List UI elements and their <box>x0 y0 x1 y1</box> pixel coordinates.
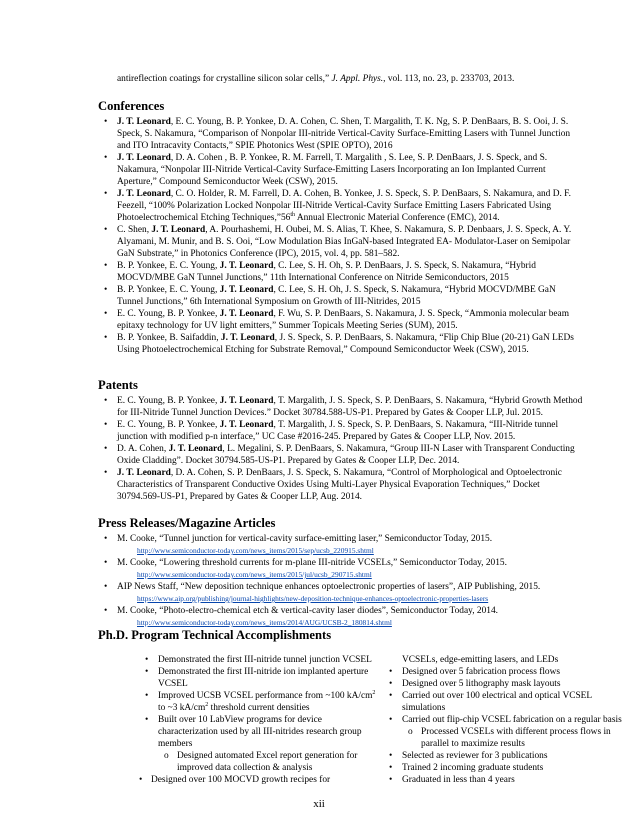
press-heading: Press Releases/Magazine Articles <box>98 516 276 530</box>
page-number: xii <box>313 798 325 810</box>
list-item: • Designed over 5 lithography mask layouts <box>389 679 561 690</box>
list-item: • M. Cooke, “Photo-electro-chemical etch & vertical-cavity laser diodes”, Semiconductor Today, 2014. http://www.semiconductor-today.com/news_items/2014/AUG/UCSB-2_180814.shtml <box>98 605 584 629</box>
list-item: • Graduated in less than 4 years <box>389 775 515 786</box>
list-item: • Designed over 100 MOCVD growth recipes for <box>139 775 331 786</box>
list-item: • M. Cooke, “Lowering threshold currents for m-plane III-nitride VCSELs,” Semiconductor Today, 2015. http://www.semiconductor-today.com/news_items/2015/jul/ucsb_290715.shtml <box>98 557 584 581</box>
list-item: • E. C. Young, B. P. Yonkee, J. T. Leonard, T. Margalith, J. S. Speck, S. P. DenBaars, S. Nakamura, “Hybrid Growth Method for III-Nitride Tunnel Junction Devices.” Docket 30784.588-US-P1. Prepared by Gates & Cooper LLP, Jul. 2015. <box>104 396 583 418</box>
list-item-continued: VCSELs, edge-emitting lasers, and LEDs <box>402 655 559 666</box>
continued-reference: antireflection coatings for crystalline silicon solar cells,” J. Appl. Phys., vol. 113, no. 23, p. 233703, 2013. <box>117 74 515 84</box>
phd-right-column <box>342 654 628 786</box>
list-item: • E. C. Young, B. P. Yonkee, J. T. Leonard, T. Margalith, J. S. Speck, S. P. DenBaars, S. Nakamura, “III-Nitride tunnel junction with modified p-n interface,” UC Case #2016-245. Prepared by Gates & Cooper LLP, Nov. 2015. <box>104 420 559 442</box>
list-item: • AIP News Staff, “New deposition technique enhances optoelectronic properties of lasers”, AIP Publishing, 2015. https://www.aip.org/publishing/journal-highlights/new-deposition-technique-enhances-optoelectronic-properties-lasers <box>98 581 584 605</box>
phd-left-column <box>98 654 383 786</box>
sub-list-item: o Processed VCSELs with different process flows in parallel to maximize results <box>408 727 611 750</box>
list-item: • M. Cooke, “Tunnel junction for vertical-cavity surface-emitting laser,” Semiconductor Today, 2015. http://www.semiconductor-today.com/news_items/2015/sep/ucsb_220915.shtml <box>98 533 584 557</box>
list-item: • J. T. Leonard, D. A. Cohen , B. P. Yonkee, R. M. Farrell, T. Margalith , S. Lee, S. P. DenBaars, J. S. Speck, and S. Nakamura, “Nonpolar III-Nitride Vertical-Cavity Surface-Emitting Lasers Incorporating an Ion Implanted Current Aperture,” Compound Semiconductor Week (CSW), 2015. <box>104 153 548 187</box>
article-link[interactable]: https://www.aip.org/publishing/journal-highlights/new-deposition-technique-enhances-optoelectronic-properties-lasers <box>137 594 489 603</box>
sub-list-item: o Designed automated Excel report generation for improved data collection & analysis <box>164 751 358 774</box>
press-list <box>98 533 584 629</box>
article-link[interactable]: http://www.semiconductor-today.com/news_items/2014/AUG/UCSB-2_180814.shtml <box>137 618 392 627</box>
list-item: • Built over 10 LabView programs for device characterization used by all III-nitrides research group members <box>145 715 362 750</box>
list-item: • Carried out flip-chip VCSEL fabrication on a regular basis <box>389 715 622 726</box>
conferences-heading: Conferences <box>98 99 165 113</box>
list-item: • D. A. Cohen, J. T. Leonard, L. Megalini, S. P. DenBaars, S. Nakamura, “Group III-N Laser with Transparent Conducting Oxide Cladding”. Docket 30794.585-US-P1. Prepared by Gates & Cooper LLP, Dec. 2014. <box>104 444 575 466</box>
list-item: • B. P. Yonkee, E. C. Young, J. T. Leonard, C. Lee, S. H. Oh, J. S. Speck, S. Nakamura, “Hybrid MOCVD/MBE GaN Tunnel Junctions,” 6th International Symposium on Growth of III-Nitrides, 2015 <box>104 285 556 307</box>
conferences-list <box>98 116 584 356</box>
list-item: • J. T. Leonard, E. C. Young, B. P. Yonkee, D. A. Cohen, C. Shen, T. Margalith, T. K. Ng, S. P. DenBaars, B. S. Ooi, J. S. Speck, S. Nakamura, “Comparison of Nonpolar III-nitride Vertical-Cavity Surface-Emitting Lasers with Tunnel Junction and ITO Intracavity Contacts,” SPIE Photonics West (SPIE OPTO), 2016 <box>104 117 571 151</box>
list-item: • B. P. Yonkee, E. C. Young, J. T. Leonard, C. Lee, S. H. Oh, S. P. DenBaars, J. S. Speck, S. Nakamura, “Hybrid MOCVD/MBE GaN Tunnel Junctions,” 11th International Conference on Nitride Semiconductors, 2015 <box>104 261 536 283</box>
article-link[interactable]: http://www.semiconductor-today.com/news_items/2015/jul/ucsb_290715.shtml <box>137 570 372 579</box>
list-item: • Carried out over 100 electrical and optical VCSEL simulations <box>389 691 592 714</box>
list-item: • C. Shen, J. T. Leonard, A. Pourhashemi, H. Oubei, M. S. Alias, T. Khee, S. Nakamura, S. P. Denbaars, J. S. Speck, A. Y. Alyamani, M. Munir, and B. S. Ooi, “Low Modulation Bias InGaN-based Integrated EA- Modulator-Laser on Semipolar GaN Substrate,” in Photonics Conference (IPC), 2015, vol. 4, pp. 581–582. <box>104 225 572 259</box>
list-item: • Demonstrated the first III-nitride ion implanted aperture VCSEL <box>145 667 369 690</box>
patents-list <box>98 395 584 503</box>
phd-heading: Ph.D. Program Technical Accomplishments <box>98 628 332 642</box>
list-item: • Selected as reviewer for 3 publications <box>389 751 548 762</box>
list-item: • B. P. Yonkee, B. Saifaddin, J. T. Leonard, J. S. Speck, S. P. DenBaars, S. Nakamura, “Flip Chip Blue (20-21) GaN LEDs Using Photoelectrochemical Etching for Substrate Removal,” Compound Semiconductor Week (CSW), 2015. <box>104 333 574 355</box>
list-item: • J. T. Leonard, D. A. Cohen, S. P. DenBaars, J. S. Speck, S. Nakamura, “Control of Morphological and Optoelectronic Characteristics of Transparent Conductive Oxides Using Multi-Layer Physical Evaporation Techniques,” Docket 30794.569-US-P1, Prepared by Gates & Cooper LLP, Aug. 2014. <box>104 468 562 502</box>
list-item: • Designed over 5 fabrication process flows <box>389 667 561 678</box>
article-link[interactable]: http://www.semiconductor-today.com/news_items/2015/sep/ucsb_220915.shtml <box>137 546 374 555</box>
list-item: • E. C. Young, B. P. Yonkee, J. T. Leonard, F. Wu, S. P. DenBaars, S. Nakamura, J. S. Speck, “Ammonia molecular beam epitaxy technology for UV light emitters,” Summer Topicals Meeting Series (SUM), 2015. <box>104 309 569 331</box>
list-item: • Trained 2 incoming graduate students <box>389 763 544 774</box>
list-item: • Improved UCSB VCSEL performance from ~100 $kA/cm^2$ to ~3 $kA/cm^2$ threshold current densities <box>145 690 376 714</box>
list-item: • J. T. Leonard, C. O. Holder, R. M. Farrell, D. A. Cohen, B. Yonkee, J. S. Speck, S. P. DenBaars, S. Nakamura, and D. F. Feezell, “100% Polarization Locked Nonpolar III-Nitride Vertical-Cavity Surface Emitting Lasers Fabricated Using Photoelectrochemical Etching Techniques,”56th Annual Electronic Material Conference (EMC), 2014. <box>104 189 571 223</box>
list-item: • Demonstrated the first III-nitride tunnel junction VCSEL <box>145 655 372 666</box>
patents-heading: Patents <box>98 378 138 392</box>
